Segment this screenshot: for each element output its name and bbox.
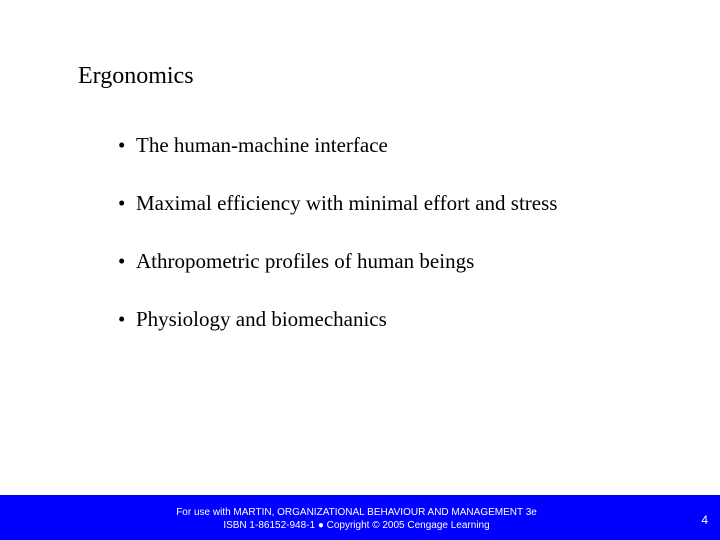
footer-line-2: ISBN 1-86152-948-1 ● Copyright © 2005 Cengage Learning <box>223 520 490 531</box>
bullet-item <box>118 131 557 160</box>
bullet-text: Athropometric profiles of human beings <box>136 249 475 273</box>
bullet-item <box>118 189 557 218</box>
bullet-dot-icon: • <box>118 307 126 331</box>
page-number: 4 <box>701 513 708 527</box>
bullet-list <box>118 131 557 363</box>
footer-bar <box>0 495 720 540</box>
bullet-item <box>118 247 557 276</box>
footer-line-1: For use with MARTIN, ORGANIZATIONAL BEHAVIOUR AND MANAGEMENT 3e <box>176 507 537 518</box>
bullet-text: Physiology and biomechanics <box>136 307 387 331</box>
slide-title: Ergonomics <box>78 63 194 89</box>
bullet-dot-icon: • <box>118 249 126 273</box>
bullet-dot-icon: • <box>118 133 126 157</box>
bullet-item <box>118 305 557 334</box>
bullet-text: Maximal efficiency with minimal effort and stress <box>136 191 558 215</box>
bullet-text: The human-machine interface <box>136 133 388 157</box>
bullet-dot-icon: • <box>118 191 126 215</box>
footer-citation <box>0 506 713 532</box>
